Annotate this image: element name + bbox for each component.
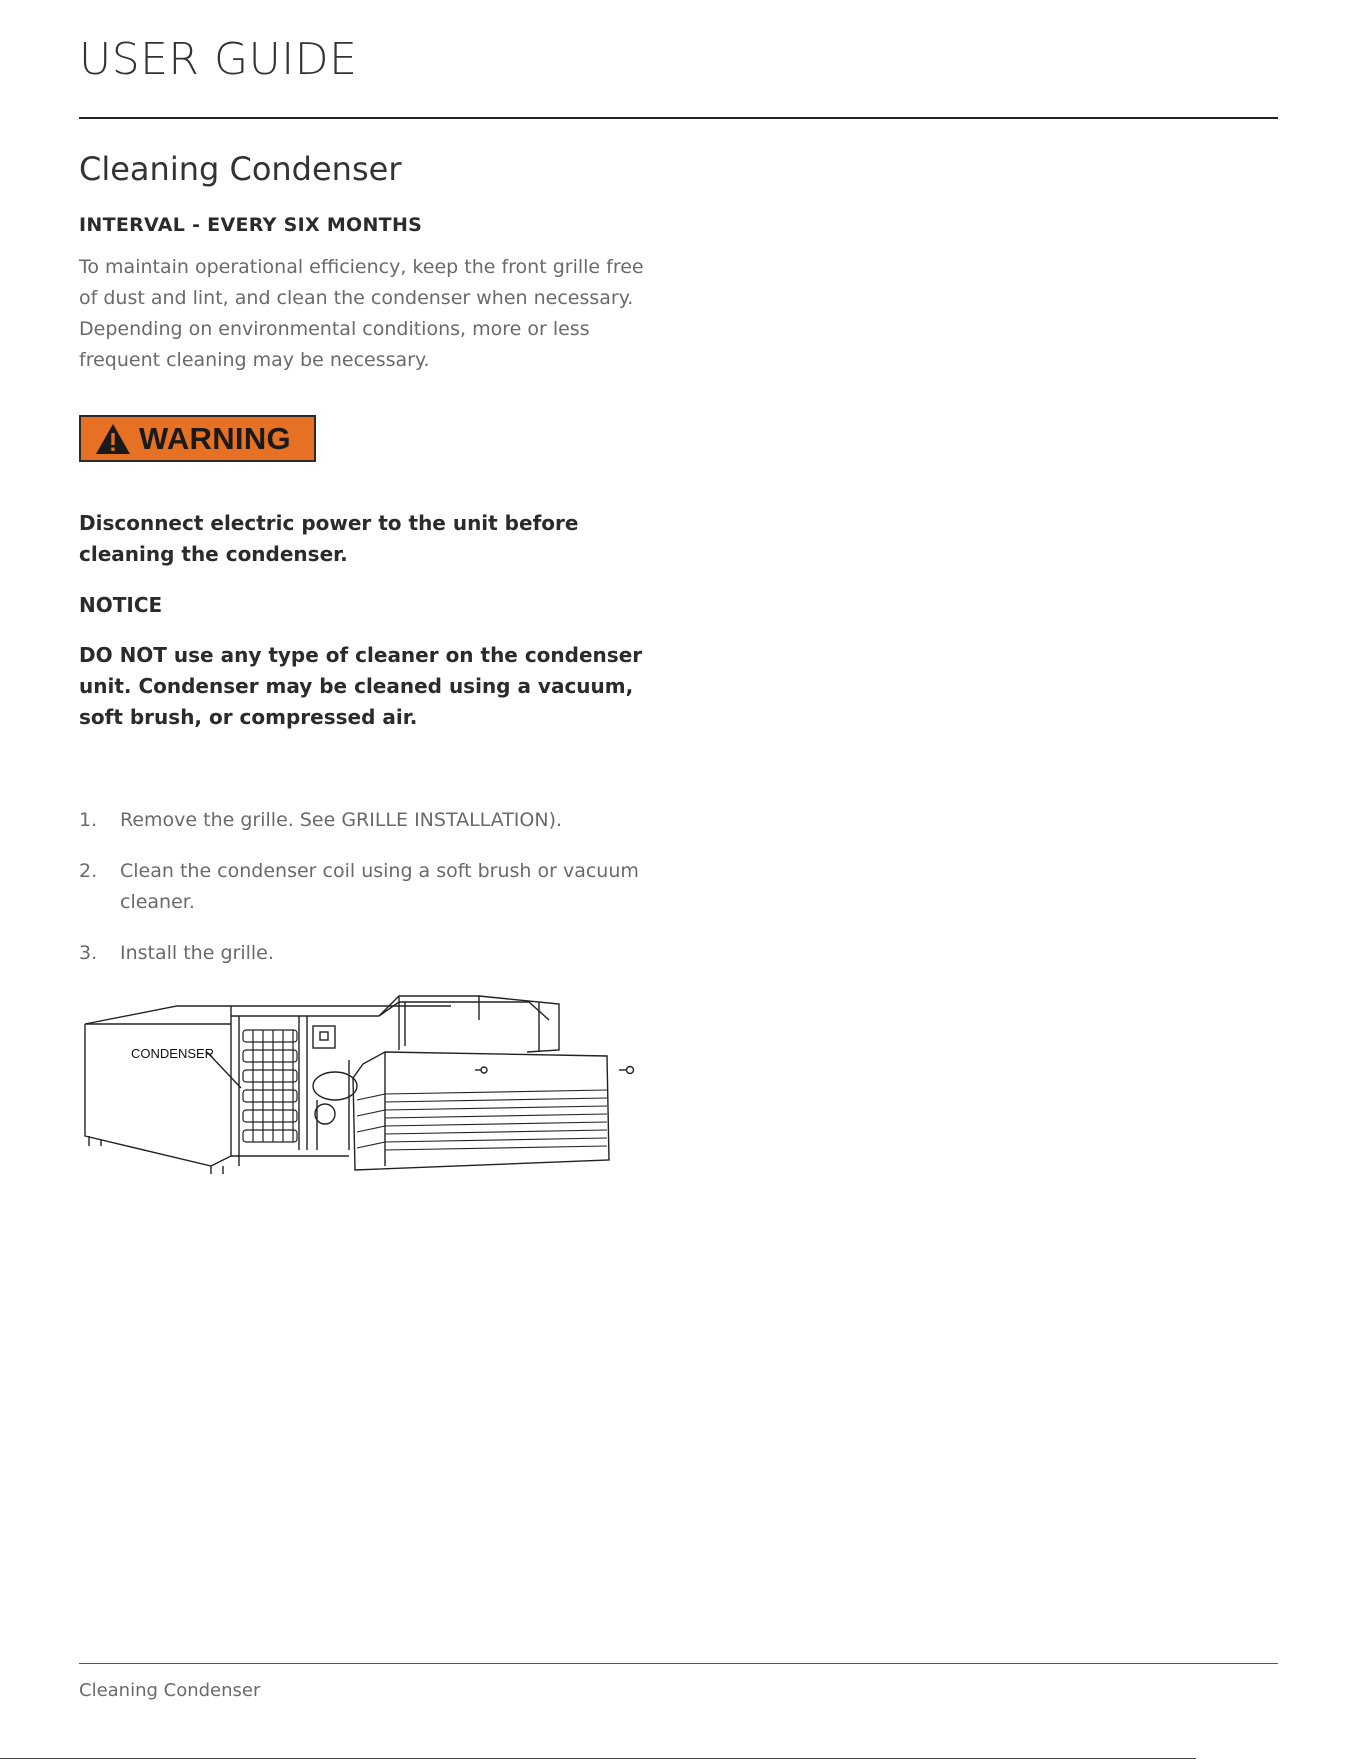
notice-heading: NOTICE [79,593,163,617]
warning-text: Disconnect electric power to the unit before cleaning the condenser. [79,511,579,566]
notice-text: DO NOT use any type of cleaner on the condenser unit. Condenser may be cleaned using a vacuum, soft brush, or compressed air. [79,643,643,729]
warning-triangle-icon [95,423,131,455]
step-number: 2. [79,860,98,882]
footer-text: Cleaning Condenser [79,1680,261,1701]
step-number: 1. [79,809,98,831]
step-text: Remove the grille. See GRILLE INSTALLATION). [120,809,563,831]
steps-list [79,805,659,989]
list-item [79,805,659,836]
footer-divider [79,1663,1278,1664]
intro-paragraph: To maintain operational efficiency, keep the front grille free of dust and lint, and clean the condenser when necessary. Depending on environmental conditions, more or less frequent cleaning may be necessary. [79,256,644,371]
list-item [79,856,659,918]
list-item [79,938,659,969]
interval-heading: INTERVAL - EVERY SIX MONTHS [79,214,423,236]
header-divider [79,117,1278,119]
page-edge-divider [0,1758,1196,1759]
condenser-callout-label: CONDENSER [131,1046,215,1061]
warning-badge [79,415,316,462]
condenser-illustration [79,990,639,1230]
section-title: Cleaning Condenser [79,150,402,188]
step-text: Clean the condenser coil using a soft brush or vacuum cleaner. [120,860,639,913]
step-text: Install the grille. [120,942,274,964]
page-title: USER GUIDE [79,34,358,85]
step-number: 3. [79,942,98,964]
warning-label: WARNING [139,420,291,456]
